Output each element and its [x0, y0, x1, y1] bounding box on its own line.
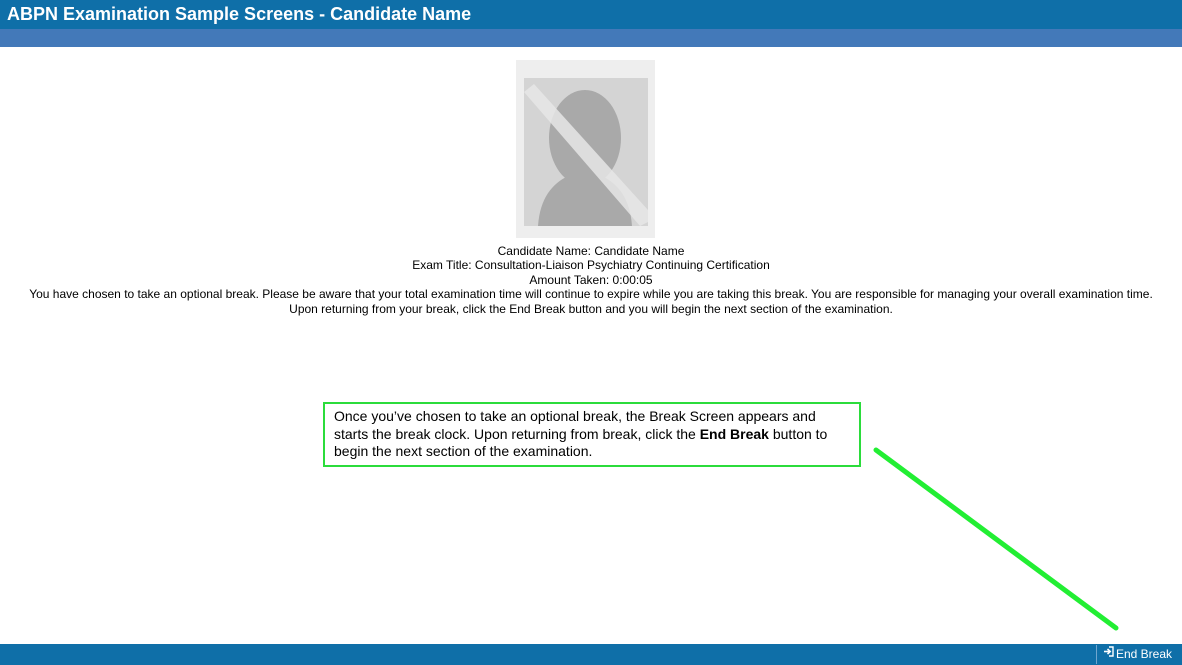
window-title-bar: [0, 0, 1182, 29]
toolbar-strip: [0, 29, 1182, 47]
sign-in-icon: [1103, 644, 1114, 663]
callout-text-before: Once you’ve chosen to take an optional break, the Break Screen appears and starts the break clock. Upon returning from break, click the: [334, 408, 816, 442]
end-break-label: End Break: [1115, 647, 1172, 661]
callout-text-after: button to begin the next section of the examination.: [334, 425, 828, 459]
candidate-info: [0, 244, 1182, 316]
footer-bar: [0, 644, 1182, 665]
window-title: ABPN Examination Sample Screens - Candidate Name: [7, 4, 472, 24]
exam-title: Exam Title: Consultation-Liaison Psychiatry Continuing Certification: [412, 258, 770, 273]
candidate-name: Candidate Name: Candidate Name: [497, 244, 685, 258]
end-break-button[interactable]: [1096, 645, 1178, 664]
break-message: You have chosen to take an optional break. Please be aware that your total examination time will continue to expire while you are taking this break. You are responsible for managing your overall examination time. Upon returning from your break, click the End Break button and you will begin the next section of the examination.: [29, 287, 1153, 316]
candidate-photo: [516, 60, 655, 238]
amount-taken: Amount Taken: 0:00:05: [529, 272, 653, 287]
instruction-callout: [323, 402, 861, 467]
no-photo-placeholder-icon: [516, 60, 655, 238]
callout-bold-text: End Break: [699, 425, 769, 442]
